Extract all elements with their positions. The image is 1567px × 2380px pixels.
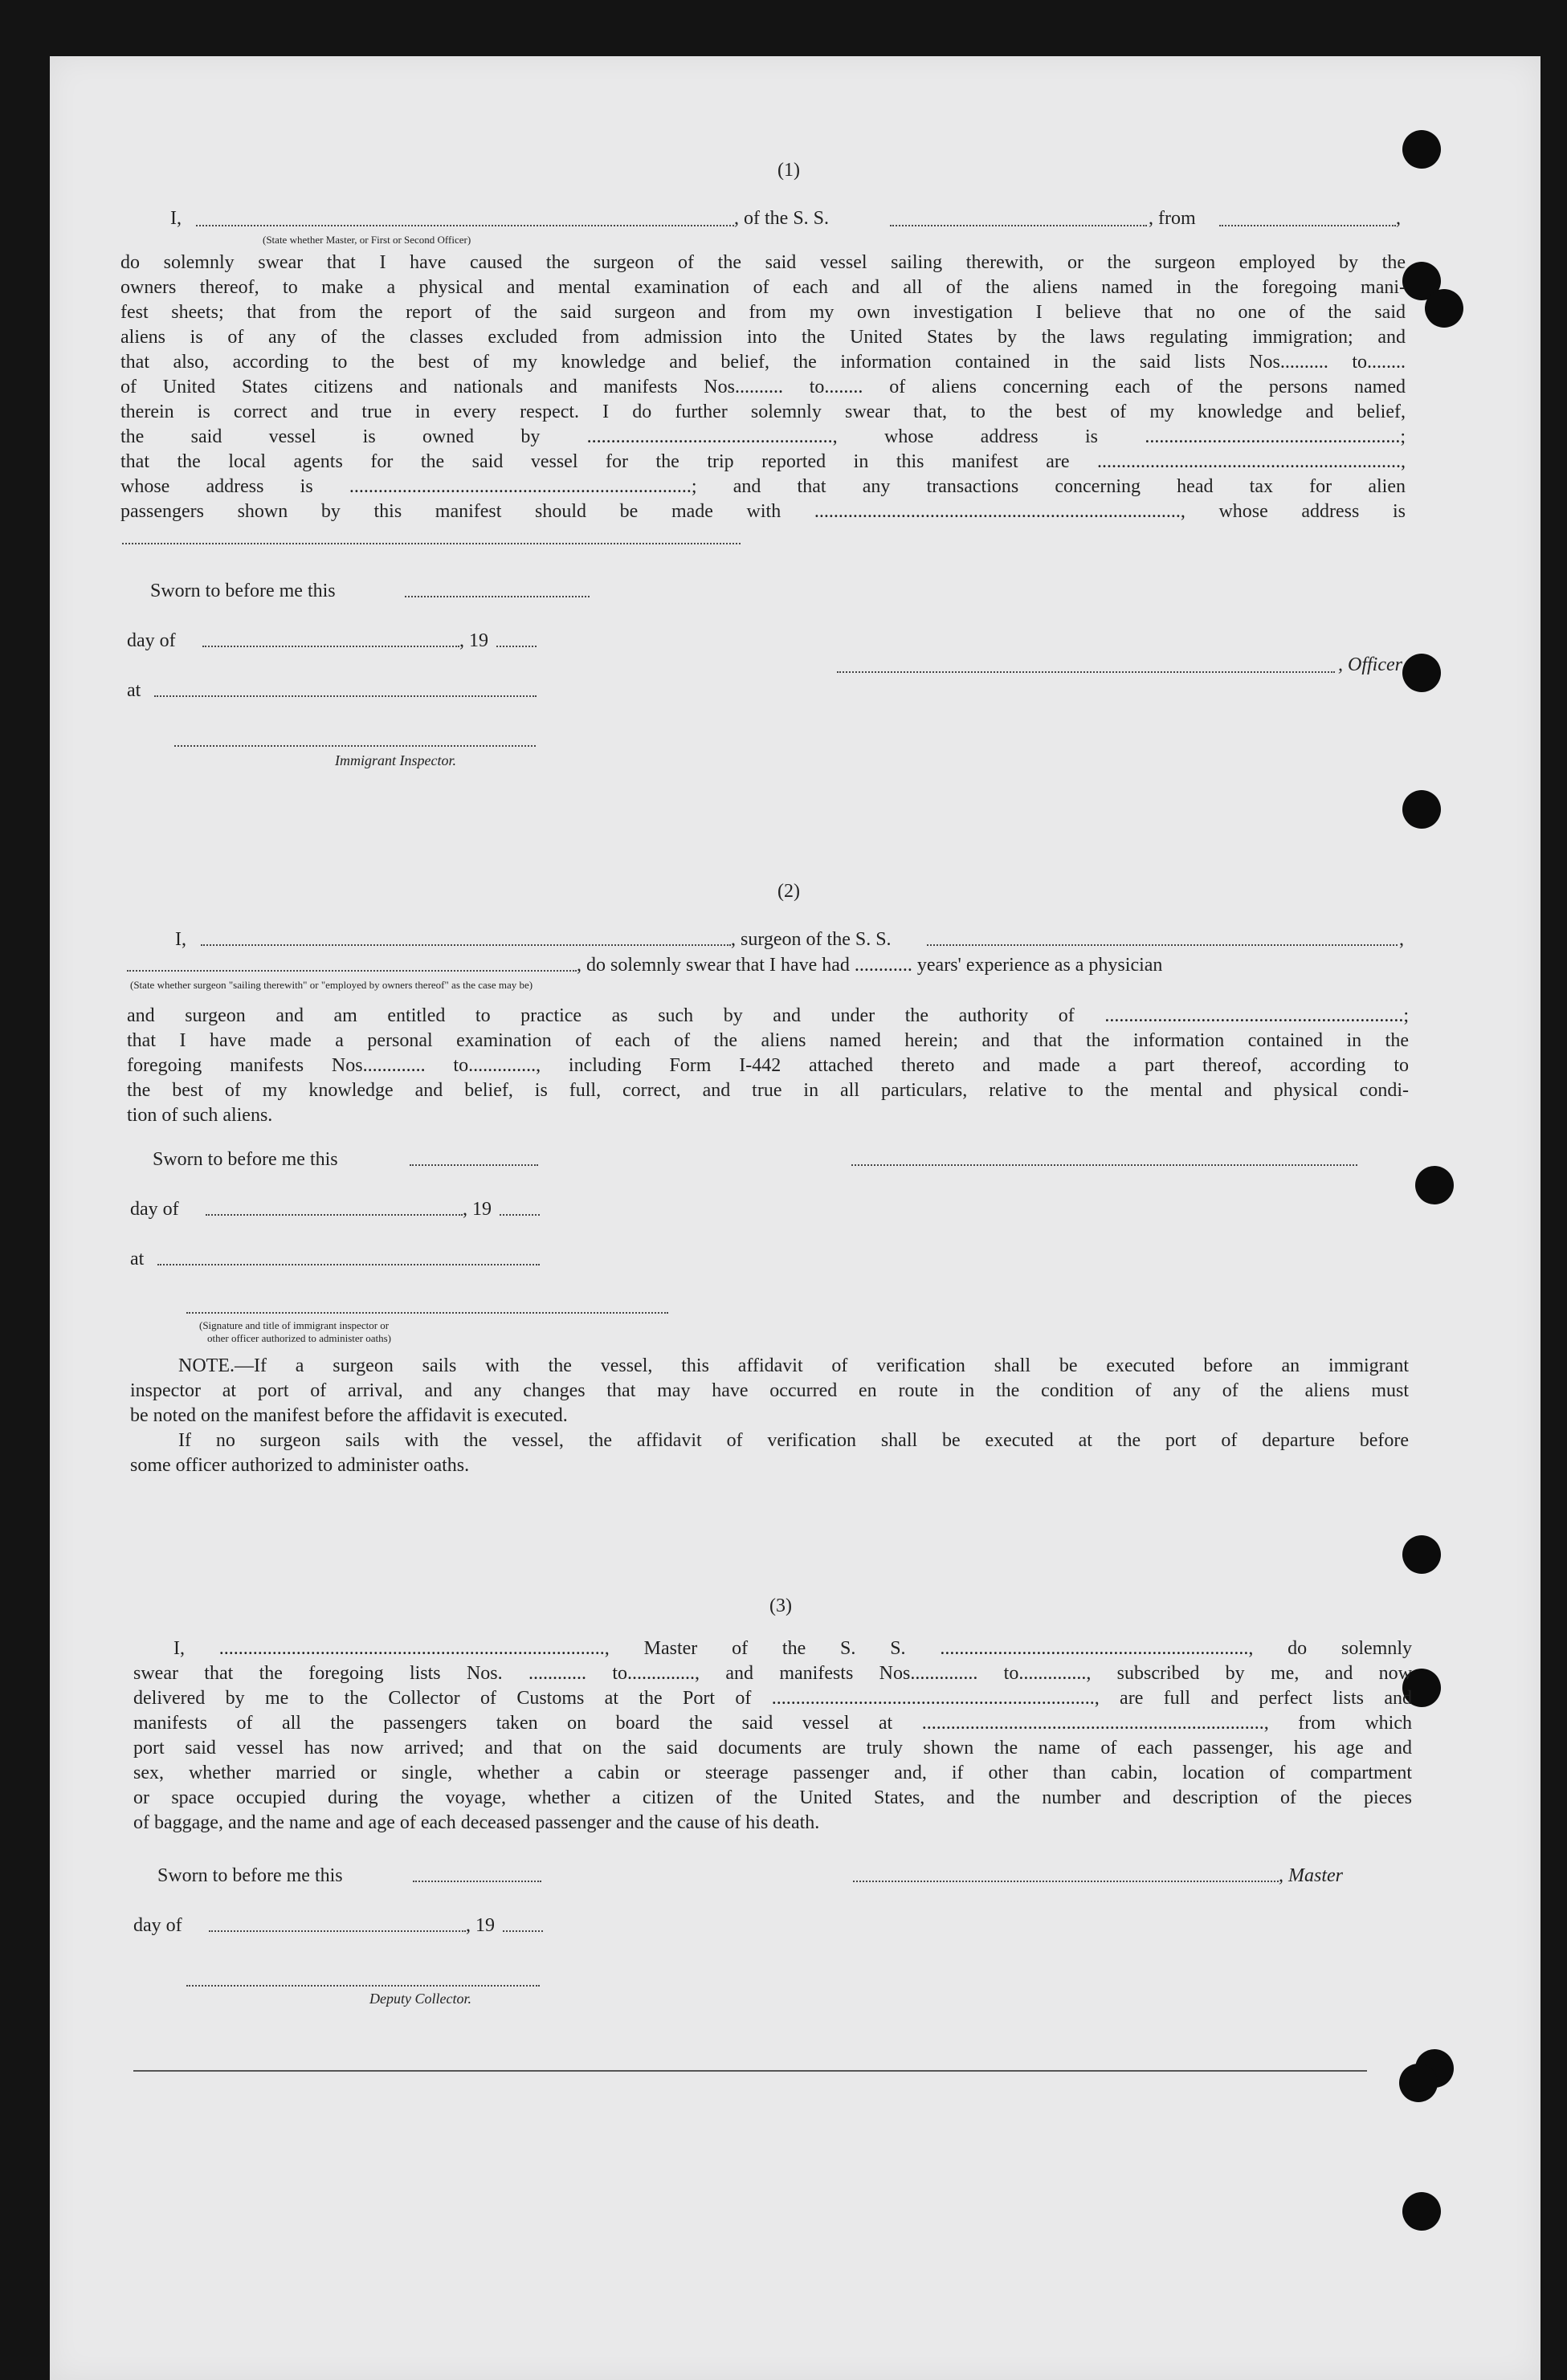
note-line: be noted on the manifest before the affidavit is executed. [130,1405,568,1426]
section-1-from-label: , from [1149,208,1196,229]
bottom-rule [133,2070,1367,2072]
oath-line: manifests of all the passengers taken on board the said vessel at ......................................................................., from which [133,1713,1412,1734]
section-3-year-label: , 19 [466,1915,495,1936]
fill-line-master-signature [853,1881,1279,1882]
section-2-experience-line: , do solemnly swear that I have had ............ years' experience as a physician [577,955,1163,976]
fill-line-day [206,1214,463,1216]
fill-line-from [1219,225,1396,226]
punch-hole [1415,1166,1454,1204]
bleed-through-text [596,634,608,870]
oath-line: that I have made a personal examination of each of the aliens named herein; and that the information contained in the [127,1030,1409,1051]
note-line: If no surgeon sails with the vessel, the affidavit of verification shall be executed at the port of departure before [178,1430,1409,1451]
fill-line-day [209,1930,466,1932]
section-1-lead: I, [170,208,182,229]
section-2-signature-note-1: (Signature and title of immigrant inspector or [199,1319,390,1331]
fill-line-at [154,695,537,697]
fill-line-day [202,646,459,647]
section-1-number: (1) [777,160,800,181]
fill-line-surgeon-signature [851,1164,1357,1166]
section-3-day-label: day of [133,1915,182,1936]
oath-line: aliens is of any of the classes excluded from admission into the United States by the laws regulating immigration; and [120,327,1406,348]
fill-line-vessel [890,225,1147,226]
section-3-master-label: , Master [1279,1865,1343,1886]
oath-line: that the local agents for the said vessel for the trip reported in this manifest are ..............................................................., [120,451,1406,472]
fill-line-officer-signature [837,671,1335,673]
punch-hole [1399,2064,1438,2102]
fill-line-year [496,646,537,647]
section-1-note: (State whether Master, or First or Second Officer) [263,234,471,246]
section-2-year-label: , 19 [463,1199,492,1220]
section-1-year-label: , 19 [459,630,488,651]
oath-line: tion of such aliens. [127,1105,273,1126]
section-2-oath-paragraph [127,1004,1409,1128]
section-3-collector-caption: Deputy Collector. [369,1991,471,2007]
section-1-vessel-label: , of the S. S. [734,208,830,229]
fill-line-address [122,543,741,544]
fill-line-inspector-signature [174,745,536,747]
section-3-oath-paragraph [133,1636,1412,1836]
oath-line: fest sheets; that from the report of the said surgeon and from my own investigation I believe that no one of the said [120,302,1406,323]
section-2-signature-note-2: other officer authorized to administer oaths) [207,1332,391,1344]
oath-line: therein is correct and true in every respect. I do further solemnly swear that, to the best of my knowledge and belief, [120,401,1406,422]
section-2-vessel-label: , surgeon of the S. S. [731,929,892,950]
oath-line: of baggage, and the name and age of each deceased passenger and the cause of his death. [133,1812,820,1833]
fill-line-sworn-date [413,1881,541,1882]
note-line: some officer authorized to administer oaths. [130,1455,470,1476]
fill-line-collector-signature [186,1985,540,1987]
oath-line: the best of my knowledge and belief, is full, correct, and true in all particulars, relative to the mental and physical condi- [127,1080,1409,1101]
section-2-note: (State whether surgeon "sailing therewith" or "employed by owners thereof" as the case may be) [130,979,533,991]
fill-line-inspector-signature [186,1312,668,1314]
oath-line: delivered by me to the Collector of Customs at the Port of ..................................................................., are full and perfect lists and [133,1688,1412,1709]
oath-line: of United States citizens and nationals and manifests Nos.......... to........ of aliens concerning each of the persons named [120,377,1406,397]
section-1-at-label: at [127,680,141,701]
section-2-number: (2) [777,881,800,902]
oath-line: port said vessel has now arrived; and that on the said documents are truly shown the name of each passenger, his age and [133,1738,1412,1759]
fill-line-year [503,1930,543,1932]
section-1-line-end: , [1396,208,1401,229]
oath-line: the said vessel is owned by ..................................................., whose address is .....................................................; [120,426,1406,447]
fill-line-officer-title [196,225,734,226]
oath-line: swear that the foregoing lists Nos. ............ to.............., and manifests Nos.............. to.............., subscribed by me, and now [133,1663,1412,1684]
oath-line: do solemnly swear that I have caused the surgeon of the said vessel sailing therewith, or the surgeon employed by the [120,252,1406,273]
oath-line: foregoing manifests Nos............. to.............., including Form I-442 attached thereto and made a part thereof, according to [127,1055,1409,1076]
oath-line: whose address is .......................................................................; and that any transactions concerning head tax for alien [120,476,1406,497]
section-2-line-end: , [1399,929,1404,950]
note-line: inspector at port of arrival, and any changes that may have occurred en route in the condition of any of the aliens must [130,1380,1409,1401]
punch-hole [1402,130,1441,169]
punch-hole [1425,289,1463,328]
section-3-number: (3) [769,1595,792,1616]
section-1-sworn-label: Sworn to before me this [150,581,336,601]
section-1-oath-paragraph [120,251,1406,524]
fill-line-sworn-date [405,596,590,597]
section-1-inspector-caption: Immigrant Inspector. [335,752,456,768]
section-2-at-label: at [130,1249,145,1269]
section-2-sworn-label: Sworn to before me this [153,1149,338,1170]
oath-line: and surgeon and am entitled to practice as such by and under the authority of ..............................................................; [127,1005,1409,1026]
punch-hole [1402,1535,1441,1574]
fill-line-at [157,1264,540,1265]
oath-line: I, ................................................................................, Master of the S. S. ................................................................, do solemnly [173,1638,1412,1659]
oath-line: that also, according to the best of my knowledge and belief, the information contained in the said lists Nos.......... to........ [120,352,1406,373]
fill-line-surgeon-vessel [927,944,1398,946]
section-2-lead: I, [175,929,186,950]
fill-line-sworn-date [410,1164,538,1166]
fill-line-surgeon-name [201,944,731,946]
section-1-day-label: day of [127,630,176,651]
oath-line: sex, whether married or single, whether a cabin or steerage passenger and, if other than cabin, location of compartment [133,1763,1412,1783]
document-page [50,56,1540,2380]
note-line: NOTE.—If a surgeon sails with the vessel, this affidavit of verification shall be executed before an immigrant [178,1355,1409,1376]
section-2-day-label: day of [130,1199,179,1220]
punch-hole [1402,2192,1441,2231]
oath-line: owners thereof, to make a physical and mental examination of each and all of the aliens named in the foregoing mani- [120,277,1406,298]
punch-hole [1402,654,1441,692]
oath-line: passengers shown by this manifest should be made with ............................................................................, whose address is [120,501,1406,522]
oath-line: or space occupied during the voyage, whether a citizen of the United States, and the number and description of the pieces [133,1787,1412,1808]
fill-line-surgeon-status [127,970,577,972]
section-3-sworn-label: Sworn to before me this [157,1865,343,1886]
section-1-officer-label: , Officer [1338,654,1402,675]
fill-line-year [500,1214,540,1216]
punch-hole [1402,790,1441,829]
note-paragraph [130,1354,1409,1478]
